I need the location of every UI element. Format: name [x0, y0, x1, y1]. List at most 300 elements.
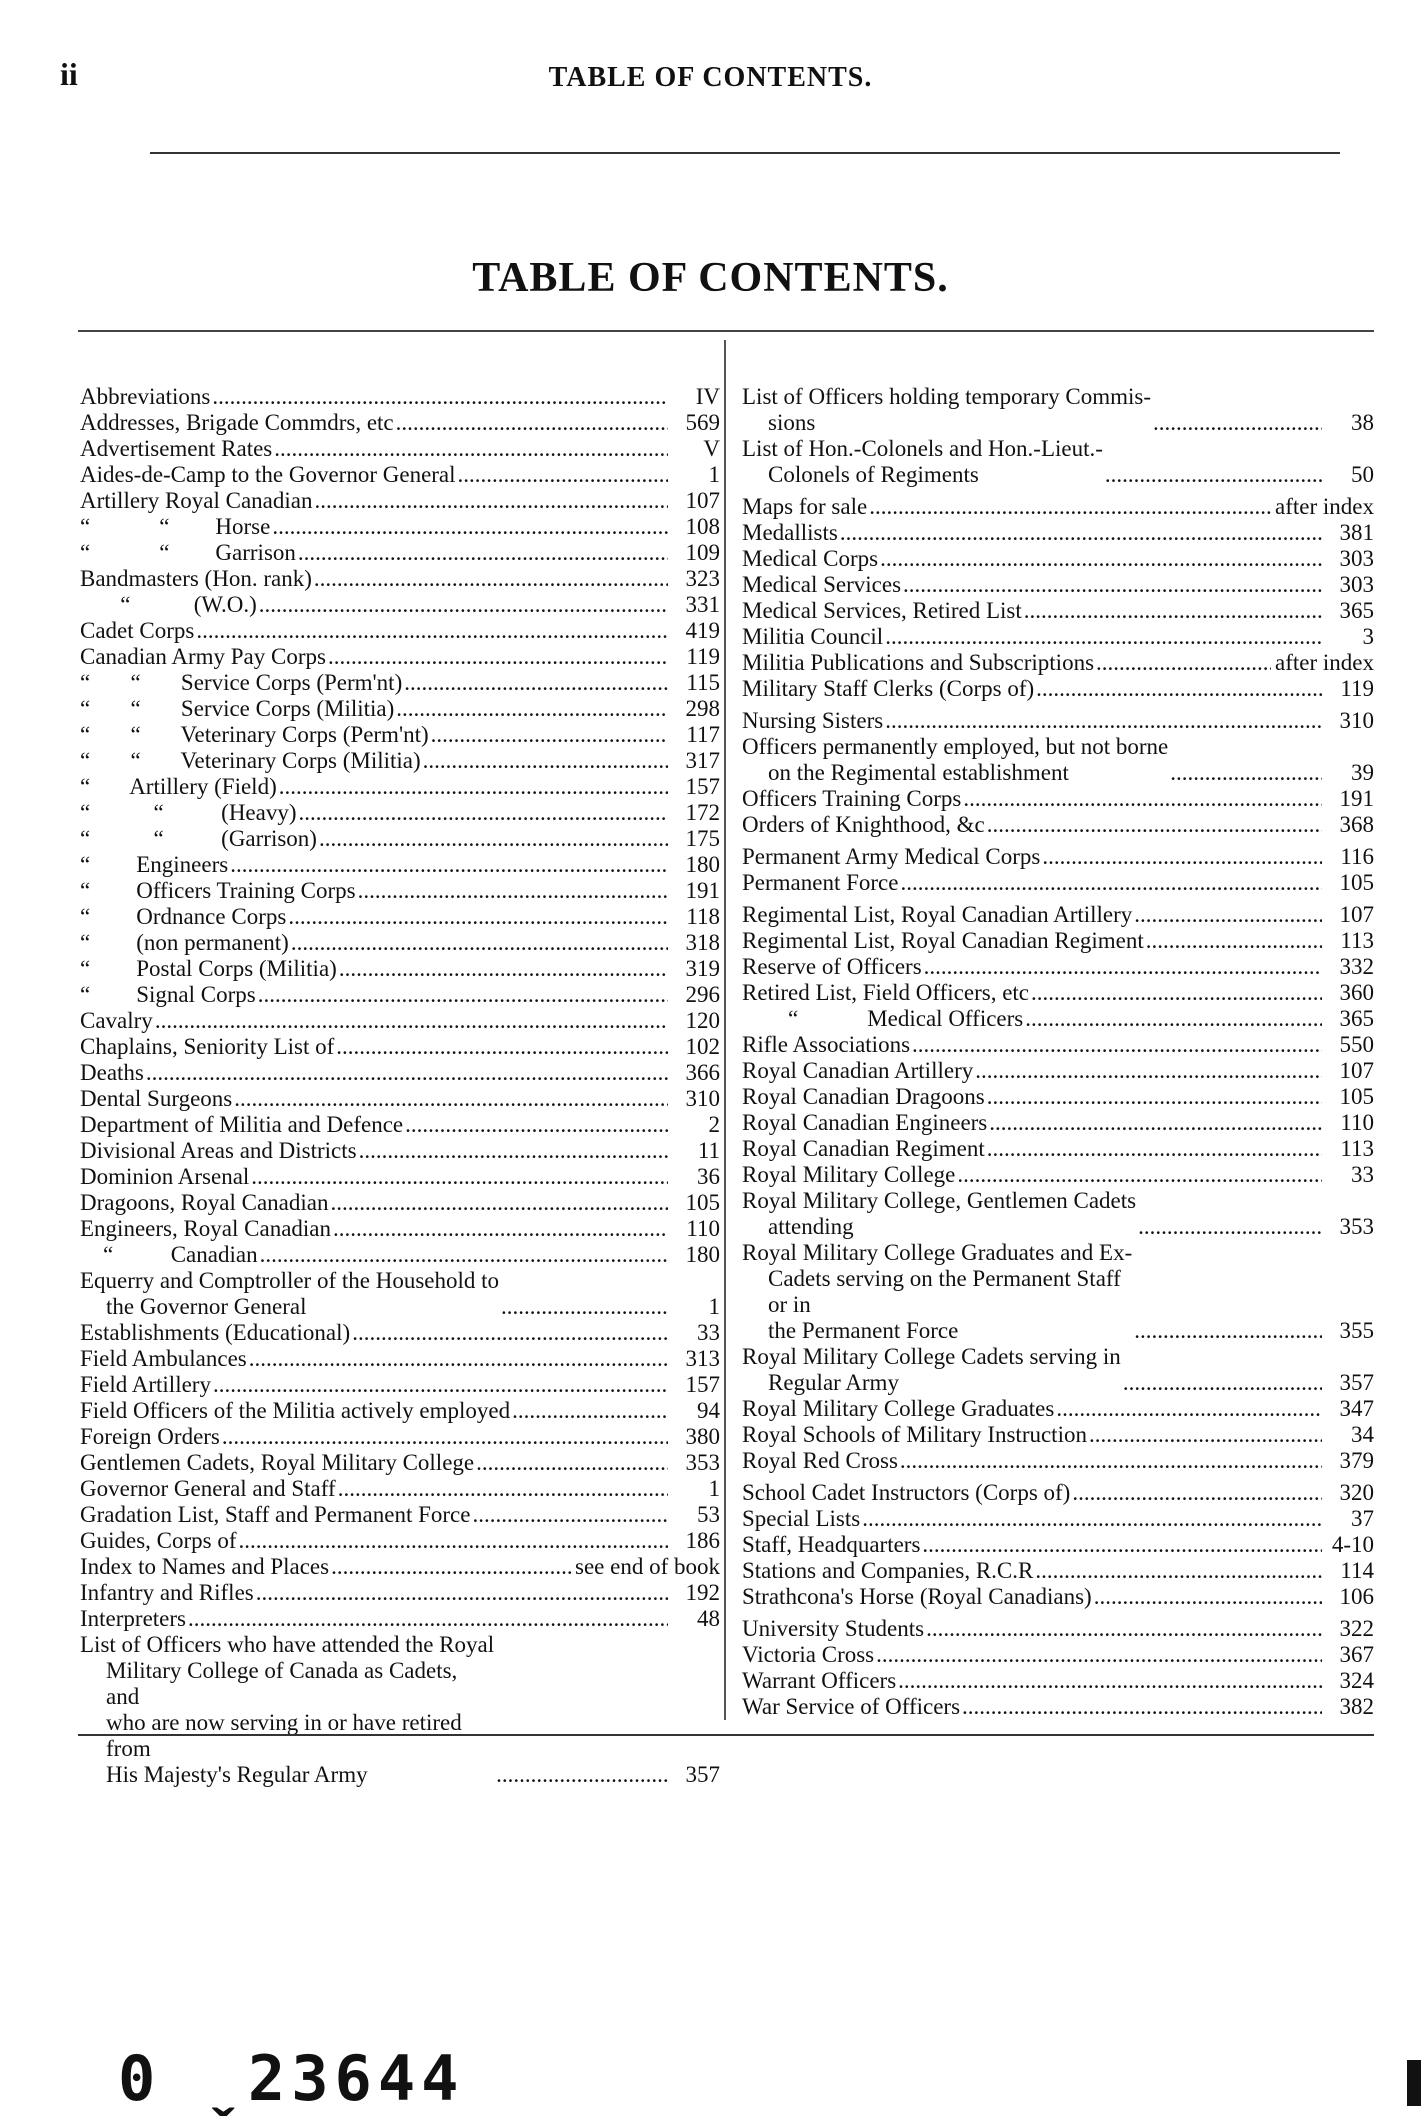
toc-entry-page: 382 [1339, 1694, 1374, 1719]
toc-entry-page: 550 [1339, 1032, 1374, 1057]
toc-entry-page: 105 [1339, 870, 1374, 895]
toc-entry [742, 546, 1374, 572]
toc-entry [742, 1162, 1374, 1188]
leader-dots [228, 852, 668, 878]
leader-dots [901, 572, 1322, 598]
leader-dots [499, 1294, 668, 1320]
toc-entry-label [80, 1216, 331, 1242]
toc-entry-page: 310 [685, 1086, 720, 1111]
toc-entry [80, 774, 720, 800]
toc-entry-label [80, 696, 394, 722]
toc-entry-page: 105 [685, 1190, 720, 1215]
leader-dots [474, 1450, 668, 1476]
toc-entry-label-line: Royal Canadian Artillery [742, 1058, 974, 1083]
toc-entry-label-line: His Majesty's Regular Army [106, 1762, 368, 1787]
toc-entry [742, 786, 1374, 812]
toc-entry-label-line: Military College of Canada as Cadets, and [106, 1658, 458, 1709]
leader-dots [883, 708, 1322, 734]
toc-entry-page: V [703, 436, 720, 461]
leader-dots [1144, 928, 1322, 954]
toc-right-column [742, 384, 1374, 1720]
toc-entry-page: 39 [1351, 760, 1374, 785]
toc-entry [742, 520, 1374, 546]
toc-entry-label [742, 624, 883, 650]
leader-dots [232, 1086, 668, 1112]
toc-entry-label-line: “ “ Garrison [80, 540, 296, 565]
toc-entry-label [742, 844, 1040, 870]
toc-entry [742, 1642, 1374, 1668]
toc-entry [80, 566, 720, 592]
toc-entry-page: 347 [1339, 1396, 1374, 1421]
toc-entry-label [742, 1188, 1136, 1240]
toc-entry-page: 357 [685, 1762, 720, 1787]
toc-entry-label [742, 1532, 920, 1558]
toc-entry-label-line: Royal Canadian Regiment [742, 1136, 985, 1161]
toc-entry-label-line: Canadian Army Pay Corps [80, 644, 326, 669]
toc-entry [742, 1480, 1374, 1506]
toc-entry-label-line: Governor General and Staff [80, 1476, 336, 1501]
toc-entry-label [80, 488, 313, 514]
leader-dots [257, 592, 668, 618]
leader-dots [960, 1694, 1322, 1720]
column-divider [724, 340, 726, 1720]
page-title: TABLE OF CONTENTS. [472, 255, 949, 301]
toc-entry-label-line: Foreign Orders [80, 1424, 220, 1449]
toc-entry-label [80, 514, 270, 540]
toc-entry-page: 117 [686, 722, 720, 747]
leader-dots [296, 540, 668, 566]
toc-entry-page: 33 [697, 1320, 720, 1345]
toc-entry-label-line: Retired List, Field Officers, etc [742, 980, 1029, 1005]
leader-dots [456, 462, 668, 488]
toc-entry-label-line: Royal Military College Cadets serving in [742, 1344, 1121, 1369]
toc-entry-label [742, 1668, 896, 1694]
toc-entry [80, 436, 720, 462]
leader-dots [1033, 1558, 1322, 1584]
leader-dots [961, 786, 1322, 812]
toc-entry-page: 298 [685, 696, 720, 721]
toc-entry [742, 598, 1374, 624]
toc-entry-label-line: Engineers, Royal Canadian [80, 1216, 332, 1241]
leader-dots [194, 618, 668, 644]
toc-entry-label [80, 1606, 186, 1632]
leader-dots [874, 1642, 1322, 1668]
leader-dots [211, 1372, 668, 1398]
leader-dots [286, 904, 668, 930]
toc-entry-label-line: the Permanent Force [768, 1318, 959, 1343]
toc-entry-label-line: Artillery Royal Canadian [80, 488, 313, 513]
leader-dots [1054, 1396, 1322, 1422]
toc-entry-label [80, 774, 277, 800]
toc-entry-label [742, 902, 1132, 928]
toc-entry-page: 360 [1339, 980, 1374, 1005]
leader-dots [272, 436, 668, 462]
toc-entry-page: 157 [685, 774, 720, 799]
leader-dots [1087, 1422, 1322, 1448]
toc-entry-label-line: “ Medical Officers [742, 1006, 1024, 1031]
toc-entry [742, 1032, 1374, 1058]
leader-dots [896, 1668, 1322, 1694]
toc-entry [80, 1060, 720, 1086]
toc-entry [80, 748, 720, 774]
toc-entry [80, 1632, 720, 1788]
toc-entry-label-line: Royal Military College Graduates and Ex- [742, 1240, 1133, 1265]
toc-entry-label-line: Royal Canadian Dragoons [742, 1084, 985, 1109]
toc-entry [80, 1346, 720, 1372]
toc-entry-label-line: Aides-de-Camp to the Governor General [80, 462, 456, 487]
toc-entry [80, 514, 720, 540]
toc-entry-label-line: “ Artillery (Field) [80, 774, 277, 799]
toc-entry-page: 36 [697, 1164, 720, 1189]
leader-dots [356, 878, 668, 904]
leader-dots [237, 1528, 668, 1554]
toc-entry [80, 1372, 720, 1398]
toc-entry-label [742, 650, 1094, 676]
toc-entry-label [742, 1558, 1033, 1584]
toc-entry [742, 1558, 1374, 1584]
toc-entry-label [742, 786, 961, 812]
toc-entry-label-line: “ “ Service Corps (Perm'nt) [80, 670, 403, 695]
toc-entry-label [80, 1008, 153, 1034]
toc-entry-label [742, 870, 898, 896]
toc-entry-label-line: “ “ Veterinary Corps (Perm'nt) [80, 722, 429, 747]
toc-entry-label-line: on the Regimental establishment [768, 760, 1069, 785]
toc-entry-label [742, 520, 838, 546]
leader-dots [1136, 1214, 1322, 1240]
toc-entry-label-line: Dominion Arsenal [80, 1164, 250, 1189]
toc-entry-label-line: List of Officers who have attended the Royal [80, 1632, 495, 1657]
toc-entry-label-line: Interpreters [80, 1606, 186, 1631]
toc-entry [742, 870, 1374, 896]
toc-entry [742, 928, 1374, 954]
toc-entry-label [742, 1694, 960, 1720]
accession-stamp: 0 ˬ23644 [118, 2042, 465, 2115]
leader-dots [254, 1580, 668, 1606]
leader-dots [328, 1190, 668, 1216]
toc-entry-label [80, 462, 456, 488]
toc-entry-label-line: War Service of Officers [742, 1694, 961, 1719]
leader-dots [510, 1398, 668, 1424]
toc-entry-label-line: Cadet Corps [80, 618, 195, 643]
page-number: ii [60, 56, 78, 92]
toc-entry-label [80, 618, 194, 644]
toc-entry-label-line: Militia Publications and Subscriptions [742, 650, 1095, 675]
toc-entry-label-line: Warrant Officers [742, 1668, 897, 1693]
toc-entry-label [742, 1480, 1070, 1506]
toc-entry [80, 540, 720, 566]
leader-dots [210, 384, 668, 410]
toc-entry-label-line: “ Postal Corps (Militia) [80, 956, 337, 981]
toc-entry-label-line: Officers Training Corps [742, 786, 962, 811]
leader-dots [1103, 462, 1322, 488]
toc-entry [80, 1242, 720, 1268]
toc-entry [80, 930, 720, 956]
toc-entry-page: after index [1275, 494, 1374, 519]
toc-entry-label [80, 956, 337, 982]
leader-dots [220, 1424, 668, 1450]
toc-entry-page: 323 [685, 566, 720, 591]
leader-dots [955, 1162, 1322, 1188]
toc-entry-label [742, 1506, 860, 1532]
toc-entry-label [80, 1190, 328, 1216]
leader-dots [1094, 650, 1271, 676]
leader-dots [249, 1164, 668, 1190]
toc-entry-page: 313 [685, 1346, 720, 1371]
toc-entry [80, 644, 720, 670]
toc-entry-page: 296 [685, 982, 720, 1007]
toc-entry-page: 115 [686, 670, 720, 695]
leader-dots [247, 1346, 668, 1372]
toc-entry-label-line: Field Artillery [80, 1372, 211, 1397]
toc-entry [742, 734, 1374, 786]
toc-entry-label [80, 1320, 350, 1346]
leader-dots [1022, 598, 1322, 624]
toc-entry [80, 852, 720, 878]
toc-entry-label-line: Chaplains, Seniority List of [80, 1034, 335, 1059]
toc-entry-label [80, 1398, 510, 1424]
leader-dots [297, 800, 668, 826]
leader-dots [973, 1058, 1322, 1084]
toc-entry-label-line: Officers permanently employed, but not borne [742, 734, 1169, 759]
toc-entry-label-line: Gradation List, Staff and Permanent Force [80, 1502, 471, 1527]
toc-entry-page: 353 [685, 1450, 720, 1475]
toc-entry-label [80, 592, 257, 618]
toc-entry-label-line: Field Officers of the Militia actively employed [80, 1398, 511, 1423]
leader-dots [1023, 1006, 1322, 1032]
title-rule [78, 330, 1374, 332]
leader-dots [1132, 1318, 1322, 1344]
toc-entry-label-line: Militia Council [742, 624, 884, 649]
toc-entry-label-line: Victoria Cross [742, 1642, 875, 1667]
toc-entry [80, 1580, 720, 1606]
leader-dots [270, 514, 668, 540]
toc-entry-label-line: Medical Corps [742, 546, 879, 571]
leader-dots [838, 520, 1322, 546]
toc-entry [742, 676, 1374, 702]
toc-entry [742, 1422, 1374, 1448]
toc-entry-page: 34 [1351, 1422, 1374, 1447]
leader-dots [470, 1502, 668, 1528]
toc-entry-label-line: “ (W.O.) [80, 592, 257, 617]
toc-entry-label [742, 980, 1029, 1006]
toc-entry-label [742, 598, 1022, 624]
toc-entry-page: 175 [685, 826, 720, 851]
toc-entry [742, 494, 1374, 520]
toc-entry-label [742, 1396, 1054, 1422]
toc-entry-label [742, 1448, 898, 1474]
leader-dots [1070, 1480, 1322, 1506]
toc-entry-label [80, 1034, 334, 1060]
toc-entry-label-line: Medallists [742, 520, 838, 545]
toc-entry-label [742, 708, 883, 734]
toc-entry-page: see end of book [575, 1554, 720, 1579]
toc-entry [80, 670, 720, 696]
toc-entry-label [80, 410, 394, 436]
toc-entry-label-line: sions [768, 410, 816, 435]
toc-entry-page: 116 [1340, 844, 1374, 869]
bottom-rule [78, 1734, 1374, 1736]
leader-dots [860, 1506, 1322, 1532]
toc-entry-label [80, 1476, 336, 1502]
toc-entry-page: 50 [1351, 462, 1374, 487]
toc-entry-label-line: “ “ Horse [80, 514, 271, 539]
toc-entry-page: 102 [685, 1034, 720, 1059]
toc-entry [80, 384, 720, 410]
toc-entry-page: 331 [685, 592, 720, 617]
toc-entry-page: 320 [1339, 1480, 1374, 1505]
toc-entry-page: 322 [1339, 1616, 1374, 1641]
toc-entry-page: 191 [1339, 786, 1374, 811]
toc-entry-page: 367 [1339, 1642, 1374, 1667]
toc-entry-label [742, 436, 1103, 488]
toc-entry-page: 180 [685, 1242, 720, 1267]
toc-entry-page: 107 [1339, 1058, 1374, 1083]
toc-entry [80, 1216, 720, 1242]
leader-dots [258, 1242, 668, 1268]
toc-entry-label-line: “ Ordnance Corps [80, 904, 287, 929]
toc-entry [742, 1616, 1374, 1642]
toc-entry-label-line: Regimental List, Royal Canadian Regiment [742, 928, 1144, 953]
toc-entry [80, 1320, 720, 1346]
toc-entry-label-line: Index to Names and Places [80, 1554, 330, 1579]
header-rule [150, 152, 1340, 154]
toc-entry-page: 303 [1339, 546, 1374, 571]
toc-entry-label [80, 644, 326, 670]
toc-entry [80, 592, 720, 618]
leader-dots [394, 410, 668, 436]
toc-entry [80, 1424, 720, 1450]
toc-entry-page: 366 [685, 1060, 720, 1085]
toc-entry-label [80, 852, 228, 878]
toc-entry [80, 1112, 720, 1138]
toc-entry [742, 572, 1374, 598]
toc-entry-label [80, 384, 210, 410]
toc-entry-label [742, 1642, 874, 1668]
toc-entry-label [80, 1268, 499, 1320]
toc-entry-label-line: Guides, Corps of [80, 1528, 237, 1553]
toc-entry-label-line: School Cadet Instructors (Corps of) [742, 1480, 1071, 1505]
toc-entry-page: 379 [1339, 1448, 1374, 1473]
leader-dots [883, 624, 1322, 650]
toc-entry-page: 365 [1339, 1006, 1374, 1031]
leader-dots [1121, 1370, 1322, 1396]
toc-entry [80, 618, 720, 644]
leader-dots [350, 1320, 668, 1346]
toc-entry [80, 800, 720, 826]
toc-entry [80, 722, 720, 748]
toc-entry-page: 114 [1340, 1558, 1374, 1583]
toc-entry [742, 1240, 1374, 1344]
toc-entry-label-line: “ “ (Garrison) [80, 826, 317, 851]
toc-entry-label-line: Reserve of Officers [742, 954, 922, 979]
toc-entry [742, 1584, 1374, 1610]
toc-entry [742, 1532, 1374, 1558]
toc-entry-page: IV [695, 384, 720, 409]
toc-entry-label [742, 954, 922, 980]
toc-entry [742, 650, 1374, 676]
toc-entry-page: 107 [1339, 902, 1374, 927]
toc-entry-label-line: Stations and Companies, R.C.R [742, 1558, 1034, 1583]
toc-entry-label-line: Royal Red Cross [742, 1448, 898, 1473]
toc-entry-page: 381 [1339, 520, 1374, 545]
toc-entry-label-line: Regular Army [768, 1370, 899, 1395]
leader-dots [1168, 760, 1322, 786]
toc-entry [80, 1476, 720, 1502]
leader-dots [867, 494, 1271, 520]
toc-entry-page: 119 [686, 644, 720, 669]
toc-entry-page: 119 [1340, 676, 1374, 701]
toc-entry [742, 1136, 1374, 1162]
toc-entry-label-line: Advertisement Rates [80, 436, 273, 461]
leader-dots [289, 930, 668, 956]
leader-dots [985, 812, 1322, 838]
toc-entry-label [80, 1528, 237, 1554]
toc-entry-label-line: Regimental List, Royal Canadian Artillery [742, 902, 1133, 927]
toc-entry-page: 4-10 [1331, 1532, 1374, 1557]
toc-entry-label [80, 1346, 247, 1372]
toc-entry-label [742, 734, 1168, 786]
toc-entry [742, 844, 1374, 870]
toc-entry-page: 107 [685, 488, 720, 513]
toc-entry-page: 118 [686, 904, 720, 929]
leader-dots [421, 748, 668, 774]
toc-entry [742, 1694, 1374, 1720]
toc-entry [80, 956, 720, 982]
leader-dots [394, 696, 668, 722]
toc-entry [80, 878, 720, 904]
toc-entry [80, 1528, 720, 1554]
toc-entry-label-line: Permanent Force [742, 870, 899, 895]
leader-dots [898, 1448, 1322, 1474]
toc-entry-label-line: Department of Militia and Defence [80, 1112, 404, 1137]
toc-entry [742, 812, 1374, 838]
toc-entry-label-line: List of Hon.-Colonels and Hon.-Lieut.- [742, 436, 1103, 461]
toc-entry-page: 2 [708, 1112, 720, 1137]
toc-entry [742, 1006, 1374, 1032]
leader-dots [336, 1476, 668, 1502]
toc-entry [742, 708, 1374, 734]
toc-entry-label [742, 676, 1034, 702]
toc-entry-label-line: attending [768, 1214, 854, 1239]
toc-entry-page: 419 [685, 618, 720, 643]
toc-entry-label-line: Rifle Associations [742, 1032, 911, 1057]
toc-entry-label-line: who are now serving in or have retired from [106, 1710, 462, 1761]
leader-dots [1034, 676, 1322, 702]
leader-dots [985, 1084, 1322, 1110]
toc-entry-page: 1 [708, 1476, 720, 1501]
toc-entry-label [80, 1242, 258, 1268]
toc-entry-page: 191 [685, 878, 720, 903]
toc-entry-label-line: Strathcona's Horse (Royal Canadians) [742, 1584, 1092, 1609]
toc-entry-page: 368 [1339, 812, 1374, 837]
toc-entry-page: 110 [686, 1216, 720, 1241]
toc-entry-page: 108 [685, 514, 720, 539]
leader-dots [403, 1112, 668, 1138]
toc-entry [80, 1606, 720, 1632]
toc-entry-label [80, 1424, 220, 1450]
toc-entry-label [742, 1616, 924, 1642]
toc-entry-page: 113 [1340, 1136, 1374, 1161]
toc-entry-label [80, 1502, 470, 1528]
toc-entry-label [80, 982, 256, 1008]
toc-entry-page: 110 [1340, 1110, 1374, 1135]
toc-entry [742, 436, 1374, 488]
toc-entry-label [80, 1632, 494, 1788]
toc-entry-page: 186 [685, 1528, 720, 1553]
toc-entry-label [742, 1584, 1092, 1610]
leader-dots [334, 1034, 668, 1060]
toc-left-column [80, 384, 720, 1788]
